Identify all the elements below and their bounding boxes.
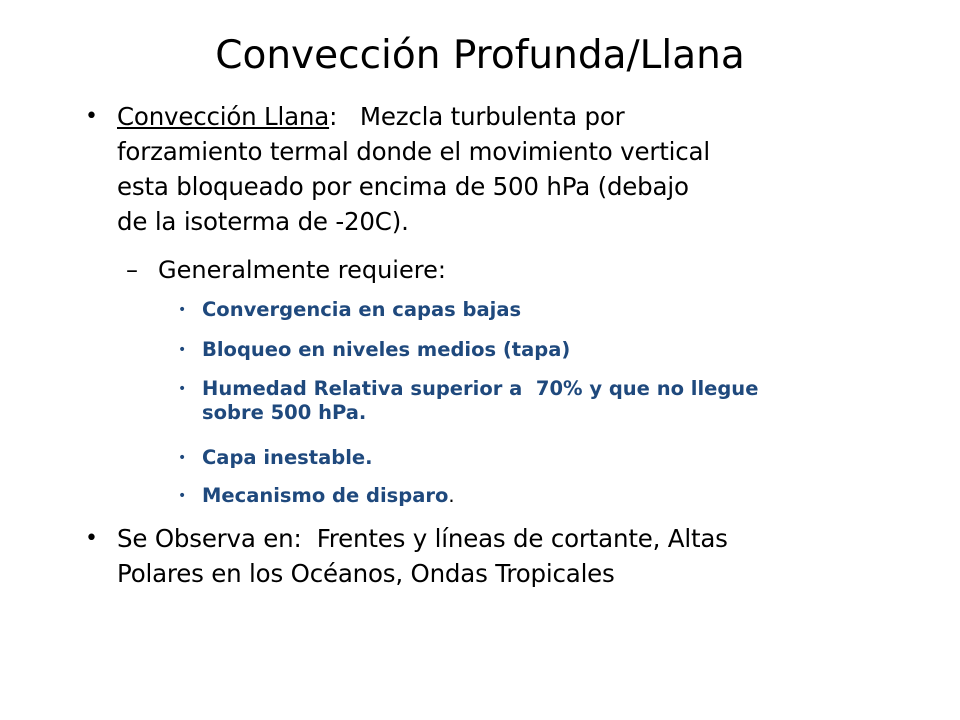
req-item-1: [178, 298, 522, 322]
req-item-2: [178, 338, 571, 362]
req-text-2: Bloqueo en niveles medios (tapa): [202, 338, 571, 361]
req-item-5: [178, 484, 455, 508]
bullet-observed-in: [85, 521, 728, 591]
req-item-3: [178, 377, 759, 425]
bullet-line-2: forzamiento termal donde el movimiento vertical: [117, 137, 710, 166]
definition-start: Mezcla turbulenta por: [337, 102, 625, 131]
observed-line-2: Polares en los Océanos, Ondas Tropicales: [117, 559, 615, 588]
slide-title: Convección Profunda/Llana: [215, 33, 745, 78]
req-item-4: [178, 446, 373, 470]
small-bullet-icon: •: [178, 302, 187, 318]
small-bullet-icon: •: [178, 381, 187, 397]
small-bullet-icon: •: [178, 342, 187, 358]
bullet-convection-shallow: [85, 99, 710, 239]
req-text-1: Convergencia en capas bajas: [202, 298, 522, 321]
bullet-line-3: esta bloqueado por encima de 500 hPa (debajo: [117, 172, 689, 201]
req-text-4: Capa inestable.: [202, 446, 373, 469]
req-text-5: Mecanismo de disparo: [202, 484, 449, 507]
bullet-line-1: [117, 99, 710, 134]
sub-bullet-requires: [126, 253, 446, 287]
req-text-3-line-2: sobre 500 hPa.: [202, 401, 367, 424]
dash-marker-icon: –: [126, 256, 138, 284]
term-shallow-convection: Convección Llana: [117, 102, 330, 131]
sub-bullet-label: Generalmente requiere:: [158, 256, 446, 284]
bullet-marker-icon: •: [85, 526, 98, 551]
small-bullet-icon: •: [178, 488, 187, 504]
bullet-marker-icon: •: [85, 104, 98, 129]
req-text-5-period: .: [448, 484, 455, 507]
term-colon: :: [329, 102, 338, 131]
req-text-3-line-1: Humedad Relativa superior a 70% y que no llegue: [202, 377, 759, 400]
observed-line-1: Se Observa en: Frentes y líneas de cortante, Altas: [117, 524, 728, 553]
bullet-line-4: de la isoterma de -20C).: [117, 207, 409, 236]
small-bullet-icon: •: [178, 450, 187, 466]
